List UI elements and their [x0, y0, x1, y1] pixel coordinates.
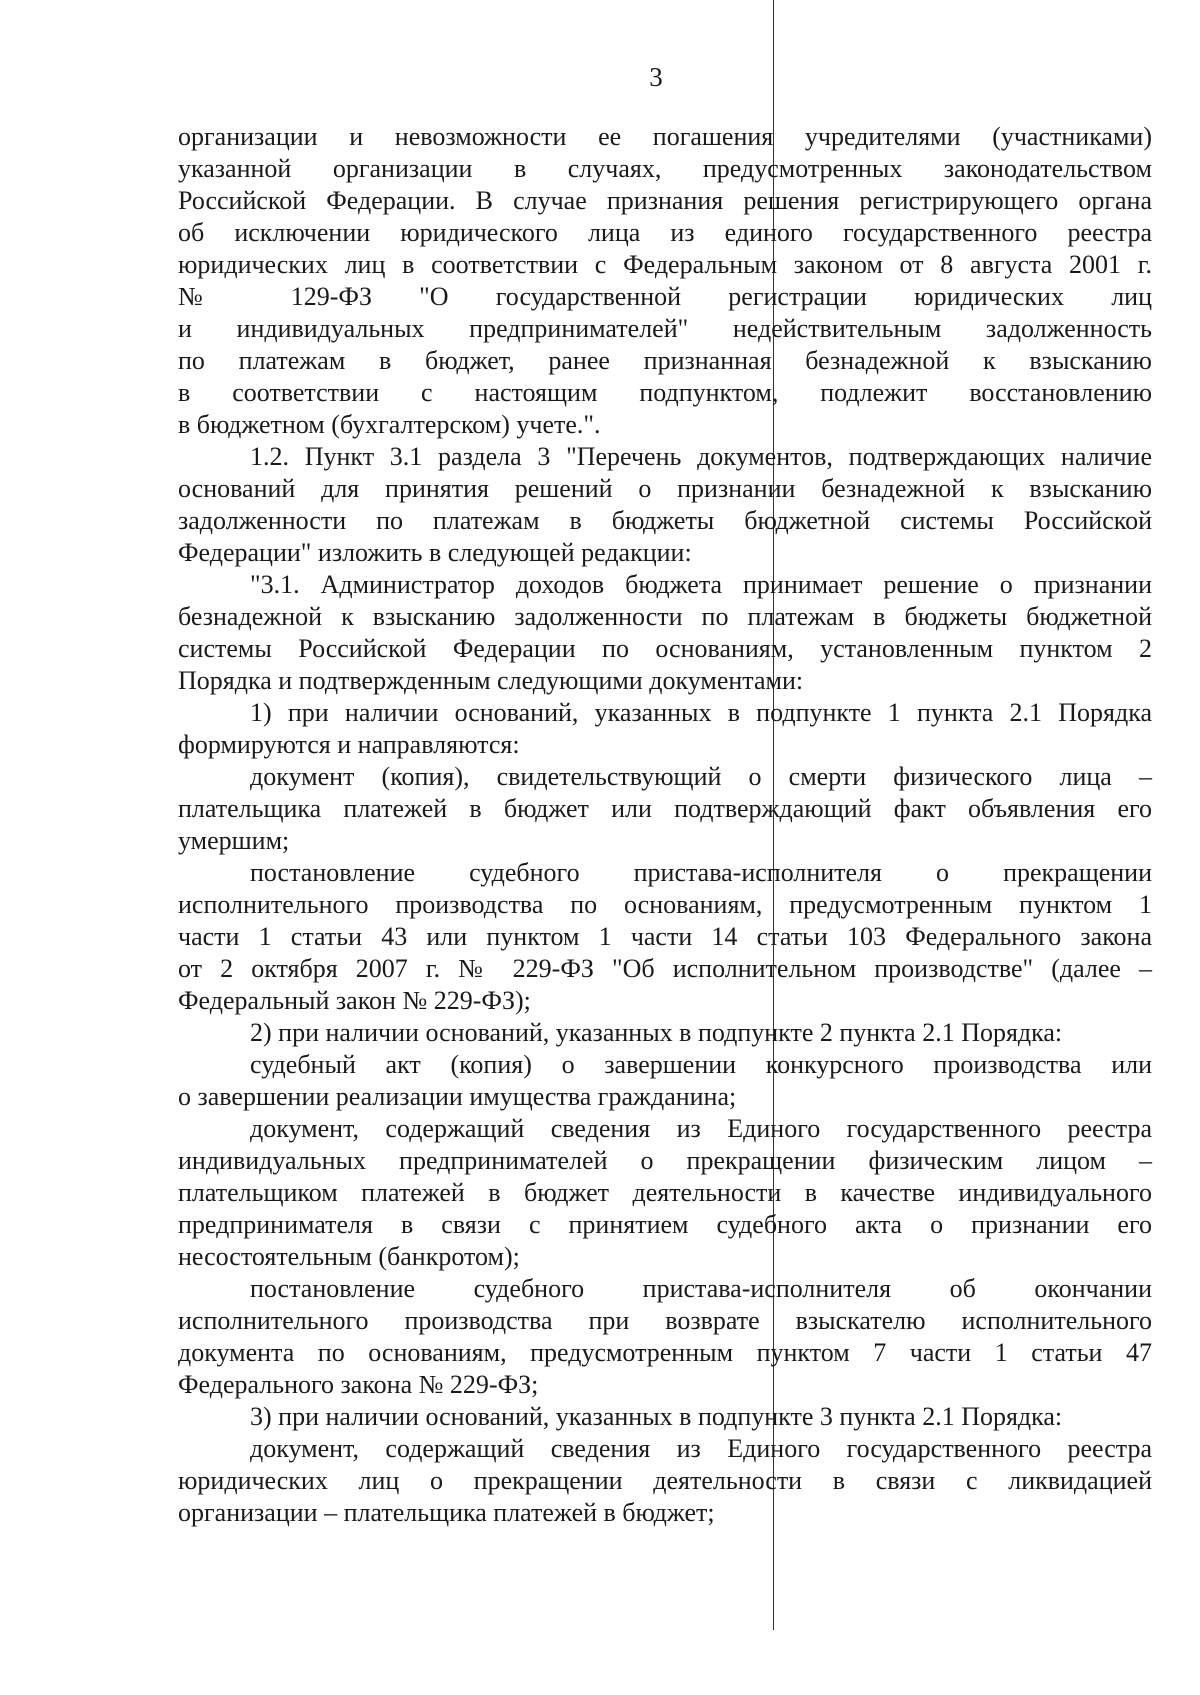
text-line: Порядка и подтвержденным следующими документами: [178, 666, 804, 695]
text-line: безнадежной к взысканию задолженности по платежам в бюджеты бюджетной [178, 602, 1152, 631]
text-line: индивидуальных предпринимателей о прекращении физическим лицом – [178, 1146, 1152, 1175]
text-line: от 2 октября 2007 г. № 229-ФЗ "Об исполнительном производстве" (далее – [178, 954, 1152, 983]
text-line: исполнительного производства при возврате взыскателю исполнительного [178, 1306, 1152, 1335]
text-line: документ, содержащий сведения из Единого государственного реестра [250, 1434, 1152, 1463]
text-line: юридических лиц о прекращении деятельности в связи с ликвидацией [178, 1466, 1152, 1495]
text-line: 1) при наличии оснований, указанных в подпункте 1 пункта 2.1 Порядка [250, 698, 1152, 727]
text-line: судебный акт (копия) о завершении конкурсного производства или [250, 1050, 1152, 1079]
text-line: постановление судебного пристава-исполнителя об окончании [250, 1274, 1152, 1303]
text-line: 2) при наличии оснований, указанных в подпункте 2 пункта 2.1 Порядка: [250, 1018, 1063, 1047]
text-line: юридических лиц в соответствии с Федеральным законом от 8 августа 2001 г. [178, 250, 1152, 279]
text-line: 1.2. Пункт 3.1 раздела 3 "Перечень документов, подтверждающих наличие [250, 442, 1152, 471]
text-line: формируются и направляются: [178, 730, 520, 759]
text-line: части 1 статьи 43 или пунктом 1 части 14 статьи 103 Федерального закона [178, 922, 1152, 951]
text-line: постановление судебного пристава-исполнителя о прекращении [250, 858, 1152, 887]
text-line: плательщика платежей в бюджет или подтверждающий факт объявления его [178, 794, 1152, 823]
text-line: указанной организации в случаях, предусмотренных законодательством [178, 154, 1152, 183]
text-line: организации – плательщика платежей в бюджет; [178, 1498, 715, 1527]
text-line: несостоятельным (банкротом); [178, 1242, 520, 1271]
text-line: "3.1. Администратор доходов бюджета принимает решение о признании [250, 570, 1152, 599]
text-line: в соответствии с настоящим подпунктом, подлежит восстановлению [178, 378, 1152, 407]
text-line: Федерации" изложить в следующей редакции: [178, 538, 692, 567]
page-number: 3 [649, 62, 663, 92]
text-line: Российской Федерации. В случае признания решения регистрирующего органа [178, 186, 1152, 215]
text-line: предпринимателя в связи с принятием судебного акта о признании его [178, 1210, 1152, 1239]
text-line: и индивидуальных предпринимателей" недействительным задолженность [178, 314, 1152, 343]
text-line: организации и невозможности ее погашения учредителями (участниками) [178, 122, 1152, 151]
text-line: Федеральный закон № 229-ФЗ); [178, 986, 531, 1015]
text-line: плательщиком платежей в бюджет деятельности в качестве индивидуального [178, 1178, 1152, 1207]
text-line: умершим; [178, 826, 290, 855]
text-line: по платежам в бюджет, ранее признанная безнадежной к взысканию [178, 346, 1152, 375]
text-line: Федерального закона № 229-ФЗ; [178, 1370, 539, 1399]
text-line: исполнительного производства по основаниям, предусмотренным пунктом 1 [178, 890, 1152, 919]
text-line: оснований для принятия решений о признании безнадежной к взысканию [178, 474, 1152, 503]
text-line: № 129-ФЗ "О государственной регистрации юридических лиц [178, 282, 1152, 311]
text-line: документ (копия), свидетельствующий о смерти физического лица – [250, 762, 1152, 791]
text-line: в бюджетном (бухгалтерском) учете.". [178, 410, 601, 439]
text-line: системы Российской Федерации по основаниям, установленным пунктом 2 [178, 634, 1152, 663]
text-line: 3) при наличии оснований, указанных в подпункте 3 пункта 2.1 Порядка: [250, 1402, 1063, 1431]
text-line: о завершении реализации имущества гражданина; [178, 1082, 737, 1111]
text-line: документ, содержащий сведения из Единого государственного реестра [250, 1114, 1152, 1143]
text-line: задолженности по платежам в бюджеты бюджетной системы Российской [178, 506, 1152, 535]
text-line: об исключении юридического лица из единого государственного реестра [178, 218, 1152, 247]
text-line: документа по основаниям, предусмотренным пунктом 7 части 1 статьи 47 [178, 1338, 1152, 1367]
